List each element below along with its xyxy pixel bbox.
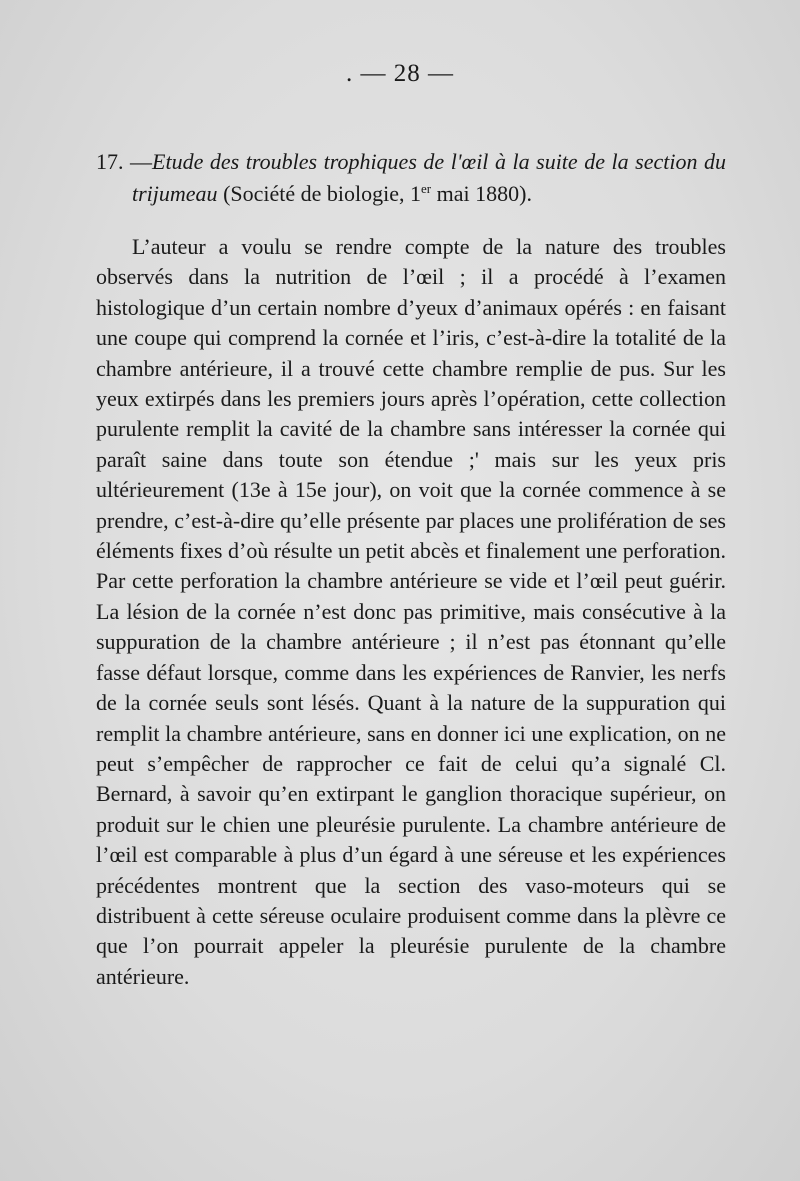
entry-title: Etude des troubles trophiques de l'œil à la suite de la section du trijumeau [132, 149, 727, 206]
entry-source-pre: (Société de biologie, 1 [217, 181, 422, 206]
entry-dash: — [123, 149, 153, 174]
bibliography-entry [96, 146, 726, 992]
entry-heading [96, 146, 726, 210]
entry-body: L’auteur a voulu se rendre compte de la nature des troubles observés dans la nutrition de l’œil ; il a procédé à l’examen histologique d’un certain nombre d’yeux d’animaux opérés : en faisant une coupe qui comprend la cornée et l’iris, c’est-à-dire la totalité de la chambre antérieure, il a trouvé cette chambre remplie de pus. Sur les yeux extirpés dans les premiers jours après l’opération, cette collection purulente remplit la cavité de la chambre sans intéresser la cornée qui paraît saine dans toute son étendue ;' mais sur les yeux pris ultérieurement (13e à 15e jour), on voit que la cornée commence à se prendre, c’est-à-dire qu’elle présente par places une prolifération de ses éléments fixes d’où résulte un petit abcès et finalement une perforation. Par cette perforation la chambre antérieure se vide et l’œil peut guérir. La lésion de la cornée n’est donc pas primitive, mais consécutive à la suppuration de la chambre antérieure ; il n’est pas étonnant qu’elle fasse défaut lorsque, comme dans les expériences de Ranvier, les nerfs de la cornée seuls sont lésés. Quant à la nature de la suppuration qui remplit la chambre antérieure, sans en donner ici une explication, on ne peut s’empêcher de rapprocher ce fait de celui qu’a signalé Cl. Bernard, à savoir qu’en extirpant le ganglion thoracique supérieur, on produit sur le chien une pleurésie purulente. La chambre antérieure de l’œil est comparable à plus d’un égard à une séreuse et les expériences précédentes montrent que la section des vaso-moteurs qui se distribuent à cette séreuse oculaire produisent comme dans la plèvre ce que l’on pourrait appeler la pleurésie purulente de la chambre antérieure. [96, 234, 726, 989]
entry-source-superscript: er [421, 181, 432, 196]
page-number: . — 28 — [346, 60, 454, 87]
entry-source-post: mai 1880). [431, 181, 532, 206]
entry-number: 17. [96, 149, 124, 174]
entry-source [218, 181, 532, 206]
